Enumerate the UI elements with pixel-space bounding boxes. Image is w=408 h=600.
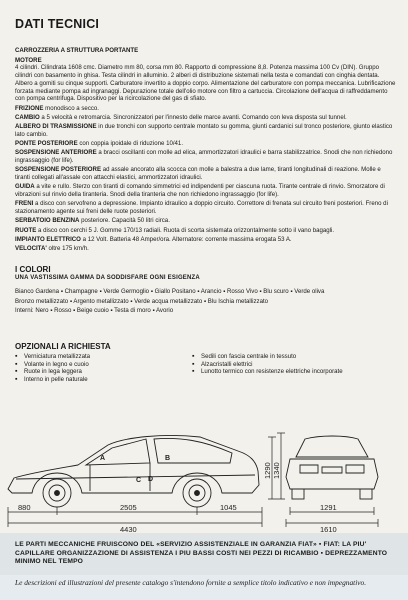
spec-speed	[15, 245, 396, 253]
spec-body	[15, 47, 396, 55]
spec-label: IMPIANTO ELETTRICO	[15, 236, 81, 243]
spec-label: RUOTE	[15, 226, 37, 234]
car-front-view	[286, 436, 378, 499]
spec-wheels	[15, 227, 396, 235]
zone-letter: A	[100, 455, 106, 462]
spec-label: VELOCITA'	[15, 245, 47, 253]
spec-label: SOSPENSIONE ANTERIORE	[15, 149, 97, 157]
spec-text: ad assale ancorato alla scocca con molle a balestra a due lame, tiranti longitudinali di reazione. Molle e tiranti collegati all'assale con attacchi elastici, ammortizzatori idraulici.	[15, 166, 381, 182]
color-line-interior: Interni: Nero ▪ Rosso ▪ Beige cuoio ▪ Testa di moro ▪ Avorio	[15, 307, 174, 314]
colors-subheading: UNA VASTISSIMA GAMMA DA SODDISFARE OGNI ESIGENZA	[15, 275, 200, 281]
dim-track: 1291	[320, 503, 337, 512]
spec-rear-axle	[15, 140, 396, 148]
dim-wheelbase: 2505	[120, 503, 137, 512]
spec-label: FRENI	[15, 200, 34, 208]
spec-text: in due tronchi con supporto centrale montato su gomma, giunti cardanici sul tronco posteriore, giunto elastico lato cambio.	[15, 123, 393, 138]
spec-text: a vite e rullo. Sterzo con tiranti di comando simmetrici ed indipendenti per ciascuna ruota. Tirante centrale di rinvio. Smorzatore di vibrazioni sul rinvio della tiranteria. Snodi della tiranteria che non richiedono ingrassaggio (for life).	[15, 183, 385, 199]
colors-heading: I COLORI	[15, 265, 51, 274]
optional-item: ▪ Sedili con fascia centrale in tessuto	[192, 353, 362, 361]
spec-front-suspension	[15, 149, 396, 164]
optional-item: ▪ Lunotto termico con resistenze elettriche incorporate	[192, 368, 362, 376]
dimension-diagram	[0, 415, 408, 533]
spec-electrical	[15, 236, 396, 244]
spec-clutch	[15, 105, 396, 113]
spec-rear-suspension	[15, 166, 396, 181]
optional-item: ▪ Alzacristalli elettrici	[192, 361, 362, 369]
spec-label: FRIZIONE	[15, 104, 44, 112]
optional-item: ▪ Interno in pelle naturale	[15, 376, 185, 384]
zone-letter: D	[148, 476, 154, 483]
color-list	[15, 287, 396, 316]
spec-label: SOSPENSIONE POSTERIORE	[15, 166, 102, 174]
spec-label: PONTE POSTERIORE	[15, 140, 78, 148]
spec-driveshaft	[15, 123, 396, 138]
spec-list	[15, 47, 396, 255]
spec-label: ALBERO DI TRASMISSIONE	[15, 123, 97, 131]
dim-height-b: 1340	[272, 462, 281, 479]
color-line-metallic: Bronzo metallizzato ▪ Argento metallizzato ▪ Verde acqua metallizzato ▪ Blu Ischia metallizzato	[15, 297, 269, 305]
spec-text: a 5 velocità e retromarcia. Sincronizzatori per l'innesto delle marce avanti. Comando con leva disposta sul tunnel.	[41, 113, 347, 121]
zone-letter: C	[136, 477, 142, 484]
spec-fuel-tank	[15, 217, 396, 225]
car-side-view	[8, 435, 259, 507]
spec-text: a disco con cerchi 5 J. Gomme 170/13 radiali. Ruota di scorta sistemata orizzontalmente sotto il vano bagagli.	[38, 226, 335, 234]
spec-steering	[15, 183, 396, 198]
optional-item: ▪ Volante in legno e cuoio	[15, 361, 185, 369]
dim-rear-overhang: 1045	[220, 503, 237, 512]
spec-heading	[15, 57, 396, 65]
spec-text: posteriore. Capacità 50 litri circa.	[81, 217, 170, 225]
spec-text: monodisco a secco.	[45, 104, 99, 112]
spec-text: oltre 175 km/h.	[48, 245, 89, 253]
spec-label: CAMBIO	[15, 113, 40, 121]
optionals-left-list	[15, 353, 185, 383]
optional-item: ▪ Verniciatura metallizzata	[15, 353, 185, 361]
spec-text: a bracci oscillanti con molle ad elica, ammortizzatori idraulici e barra stabilizzatrice. Snodi che non richiedono ingrassaggio (for life).	[15, 149, 393, 165]
spec-engine-text: 4 cilindri. Cilindrata 1608 cmc. Diametro mm 80, corsa mm 80. Rapporto di compressione 8,8. Potenza massima 100 Cv (DIN). Gruppo cilindri con basamento in ghisa. Testa cilindri in alluminio. 2 alberi di distribuzione sistemati nella testa e comandati con cinghia dentata. Albero a gomiti su cinque supporti. Carburatore invertito a doppio corpo. Alimentazione del carburatore con pompa meccanica. Lubrificazione forzata mediante pompa ad ingranaggi. Depurazione totale dell'olio motore con filtro a cartuccia. Circolazione dell'acqua di raffreddamento con pompa centrifuga. Dispositivo per la ricircolazione del gas di sfiato.	[15, 64, 396, 103]
optionals-heading: OPZIONALI A RICHIESTA	[15, 342, 111, 351]
spec-text: a 12 Volt. Batteria 48 Amper/ora. Alternatore: corrente massima erogata 53 A.	[82, 236, 292, 243]
spec-label: GUIDA	[15, 183, 35, 191]
optional-item: ▪ Ruote in lega leggera	[15, 368, 185, 376]
spec-text: a disco con servofreno a depressione. Impianto idraulico a doppio circuito. Correttore di frenata sul circuito freni posteriori. Freno di stazionamento agente sui freni delle ruote posteriori.	[15, 200, 388, 216]
spec-gearbox	[15, 114, 396, 122]
optionals-right-list	[192, 353, 362, 376]
footer-disclaimer: Le descrizioni ed illustrazioni del presente catalogo s'intendono fornite a semplice titolo indicativo e non impegnativo.	[15, 578, 367, 587]
color-line-solid: Bianco Gardena ▪ Champagne ▪ Verde Germoglio ▪ Giallo Positano ▪ Arancio ▪ Rosso Vivo ▪ Blu scuro ▪ Verde oliva	[15, 288, 325, 295]
dim-width: 1610	[320, 525, 337, 533]
spec-brakes	[15, 200, 396, 215]
spec-label: CARROZZERIA A STRUTTURA PORTANTE	[15, 47, 139, 54]
zone-letter: B	[165, 455, 171, 462]
spec-text: con coppia ipoidale di riduzione 10/41.	[79, 140, 184, 148]
dim-front-overhang: 880	[18, 503, 31, 512]
spec-label: SERBATOIO BENZINA	[15, 217, 80, 225]
dim-length: 4430	[120, 525, 137, 533]
dim-height-a: 1290	[263, 462, 272, 479]
page-title: DATI TECNICI	[15, 17, 100, 31]
spec-label: MOTORE	[15, 56, 42, 64]
warranty-note: LE PARTI MECCANICHE FRUISCONO DEL «SERVIZIO ASSISTENZIALE IN GARANZIA FIAT» ▪ FIAT: LA PIU' CAPILLARE ORGANIZZAZIONE DI ASSISTENZA I PIU BASSI COSTI NEI PEZZI DI RICAMBIO ▪ DEPREZZAMENTO MINIMO NEL TEMPO	[15, 541, 388, 566]
